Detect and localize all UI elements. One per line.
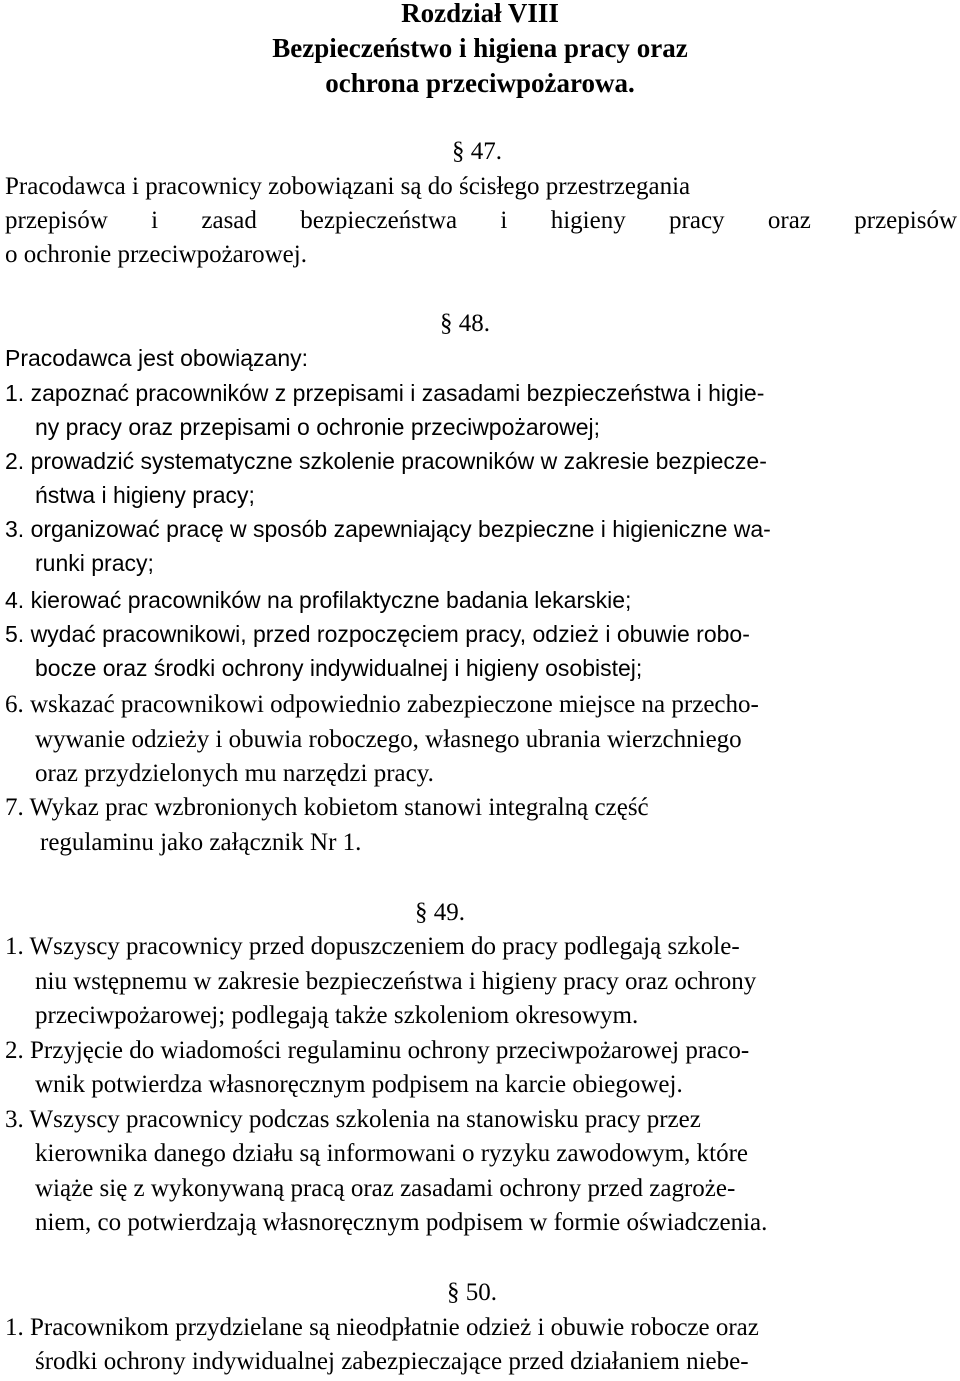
- s48-item-7-line-2: regulaminu jako załącznik Nr 1.: [40, 829, 362, 856]
- s48-item-2-line-1: 2. prowadzić systematyczne szkolenie pracowników w zakresie bezpiecze-: [5, 448, 767, 474]
- s49-line-9: niem, co potwierdzają własnoręcznym podpisem w formie oświadczenia.: [35, 1209, 768, 1236]
- s49-line-5: wnik potwierdza własnoręcznym podpisem na karcie obiegowej.: [35, 1071, 683, 1098]
- s48-item-5-line-2: bocze oraz środki ochrony indywidualnej i higieny osobistej;: [35, 655, 643, 681]
- s49-line-3: przeciwpożarowej; podlegają także szkoleniom okresowym.: [35, 1002, 639, 1029]
- chapter-subtitle-line2: ochrona przeciwpożarowa.: [325, 68, 635, 98]
- s47-line-3: o ochronie przeciwpożarowej.: [5, 241, 307, 268]
- s48-item-3-line-1: 3. organizować pracę w sposób zapewniający bezpieczne i higieniczne wa-: [5, 516, 771, 542]
- s50-line-1: 1. Pracownikom przydzielane są nieodpłatnie odzież i obuwie robocze oraz: [5, 1314, 759, 1341]
- s49-line-7: kierownika danego działu są informowani o ryzyku zawodowym, które: [35, 1140, 748, 1167]
- s49-line-8: wiąże się z wykonywaną pracą oraz zasadami ochrony przed zagroże-: [35, 1175, 736, 1202]
- s48-item-6-line-1: 6. wskazać pracownikowi odpowiednio zabezpieczone miejsce na przecho-: [5, 691, 759, 718]
- s47-line-1: Pracodawca i pracownicy zobowiązani są do ścisłego przestrzegania: [5, 173, 691, 200]
- s49-line-2: niu wstępnemu w zakresie bezpieczeństwa i higieny pracy oraz ochrony: [35, 968, 757, 995]
- s48-item-6-line-2: wywanie odzieży i obuwia roboczego, własnego ubrania wierzchniego: [35, 726, 742, 753]
- s48-item-1-line-1: 1. zapoznać pracowników z przepisami i zasadami bezpieczeństwa i higie-: [5, 380, 765, 406]
- s49-line-6: 3. Wszyscy pracownicy podczas szkolenia na stanowisku pracy przez: [5, 1106, 701, 1133]
- s48-item-7-line-1: 7. Wykaz prac wzbronionych kobietom stanowi integralną część: [5, 794, 649, 821]
- s48-item-3-line-2: runki pracy;: [35, 550, 154, 576]
- s48-item-1-line-2: ny pracy oraz przepisami o ochronie przeciwpożarowej;: [35, 414, 601, 440]
- s48-item-4: 4. kierować pracowników na profilaktyczne badania lekarskie;: [5, 587, 632, 613]
- s47-line-2: przepisów i zasad bezpieczeństwa i higieny pracy oraz przepisów: [5, 207, 957, 234]
- s50-line-2: środki ochrony indywidualnej zabezpieczające przed działaniem niebe-: [35, 1348, 749, 1375]
- chapter-subtitle-line1: Bezpieczeństwo i higiena pracy oraz: [272, 33, 688, 63]
- section-47-number: § 47.: [452, 138, 502, 165]
- section-48-number: § 48.: [440, 310, 490, 337]
- section-50-number: § 50.: [447, 1279, 497, 1306]
- s48-item-2-line-2: ństwa i higieny pracy;: [35, 482, 255, 508]
- section-49-number: § 49.: [415, 899, 465, 926]
- s49-line-1: 1. Wszyscy pracownicy przed dopuszczeniem do pracy podlegają szkole-: [5, 933, 740, 960]
- s49-line-4: 2. Przyjęcie do wiadomości regulaminu ochrony przeciwpożarowej praco-: [5, 1037, 750, 1064]
- s48-item-6-line-3: oraz przydzielonych mu narzędzi pracy.: [35, 760, 434, 787]
- s48-intro: Pracodawca jest obowiązany:: [5, 345, 308, 371]
- chapter-title: Rozdział VIII: [401, 0, 559, 28]
- s48-item-5-line-1: 5. wydać pracownikowi, przed rozpoczęciem pracy, odzież i obuwie robo-: [5, 621, 750, 647]
